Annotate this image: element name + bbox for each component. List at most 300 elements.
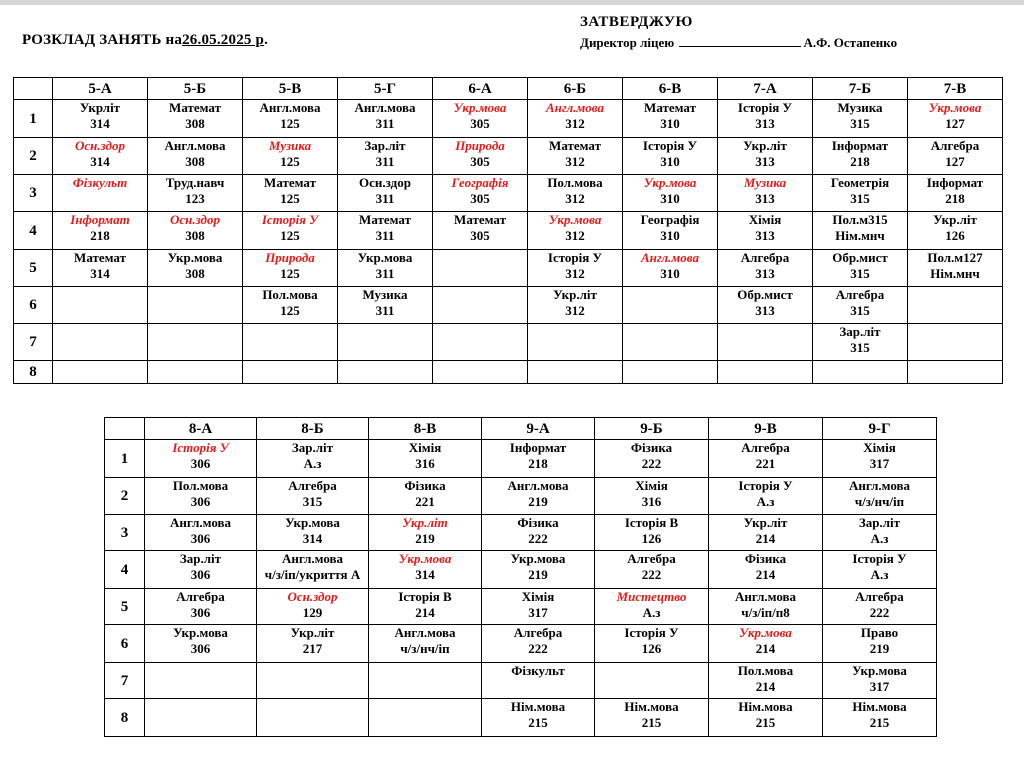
lesson-cell [338, 361, 433, 384]
subject-name: Географія [451, 175, 509, 190]
room-number: 306 [190, 641, 211, 656]
room-number: 313 [755, 266, 775, 281]
room-number: 308 [185, 116, 205, 131]
lesson-number: 2 [105, 478, 145, 515]
room-number: 310 [660, 266, 680, 281]
lesson-cell [908, 100, 1003, 138]
lesson-cell [433, 324, 528, 361]
subject-name: Хімія [635, 478, 668, 493]
room-number: 125 [280, 303, 300, 318]
lesson-row [105, 478, 937, 515]
class-header: 5-В [243, 78, 338, 100]
lesson-number: 1 [14, 100, 53, 138]
approve-signature-line [580, 35, 897, 51]
subject-name: Нім.мова [510, 699, 566, 714]
lesson-row [105, 625, 937, 663]
lesson-cell [823, 478, 937, 515]
room-number: Нім.мнч [930, 266, 980, 281]
room-number: ч/з/нч/іп [400, 641, 450, 656]
lesson-cell [595, 515, 709, 551]
lesson-cell [145, 699, 257, 737]
room-number: 215 [528, 715, 548, 730]
class-header: 9-Г [823, 418, 937, 440]
lesson-cell [53, 138, 148, 175]
subject-name: Алгебра [855, 589, 904, 604]
lesson-cell [709, 663, 823, 699]
class-header: 6-Б [528, 78, 623, 100]
room-number: 215 [755, 715, 776, 730]
room-number: 315 [850, 340, 870, 355]
subject-name: Алгебра [930, 138, 980, 153]
lesson-row [14, 324, 1003, 361]
subject-name: Укр.літ [290, 625, 335, 640]
lesson-cell [813, 212, 908, 250]
lesson-cell [709, 589, 823, 625]
room-number: 313 [755, 191, 775, 206]
lesson-cell [148, 287, 243, 324]
lesson-cell [433, 175, 528, 212]
lesson-cell [145, 551, 257, 589]
room-number: 305 [470, 228, 490, 243]
room-number: 219 [528, 567, 548, 582]
lesson-cell [528, 287, 623, 324]
room-number: 311 [375, 116, 395, 131]
lesson-cell [145, 515, 257, 551]
lesson-cell [243, 361, 338, 384]
room-number: 221 [755, 456, 776, 471]
room-number: 217 [302, 641, 323, 656]
lesson-cell [53, 100, 148, 138]
lesson-cell [148, 212, 243, 250]
room-number: 214 [415, 605, 435, 620]
approval-block [580, 14, 897, 51]
class-header: 5-Б [148, 78, 243, 100]
subject-name: Алгебра [835, 287, 885, 302]
lesson-cell [243, 287, 338, 324]
approve-role: Директор ліцею [580, 35, 675, 50]
lesson-number: 4 [14, 212, 53, 250]
room-number: 214 [755, 679, 776, 694]
schedule-table-5-7 [13, 77, 1003, 384]
class-header: 8-Б [257, 418, 369, 440]
lesson-cell [595, 589, 709, 625]
lesson-number: 6 [105, 625, 145, 663]
corner-cell [14, 78, 53, 100]
subject-name: Інформат [70, 212, 130, 227]
lesson-cell [528, 138, 623, 175]
room-number: 316 [415, 456, 435, 471]
subject-name: Англ.мова [507, 478, 569, 493]
lesson-number: 8 [105, 699, 145, 737]
room-number: 218 [945, 191, 965, 206]
lesson-cell [257, 478, 369, 515]
subject-name: Фізика [744, 551, 787, 566]
lesson-cell [148, 175, 243, 212]
subject-name: Англ.мова [259, 100, 321, 115]
subject-name: Фізкульт [72, 175, 128, 190]
lesson-cell [145, 663, 257, 699]
subject-name: Пол.мова [262, 287, 318, 302]
class-header: 6-А [433, 78, 528, 100]
lesson-cell [623, 100, 718, 138]
lesson-number: 7 [14, 324, 53, 361]
lesson-cell [369, 625, 482, 663]
subject-name: Хімія [863, 440, 896, 455]
subject-name: Алгебра [741, 440, 790, 455]
lesson-cell [908, 287, 1003, 324]
room-number: 315 [850, 303, 870, 318]
subject-name: Труд.навч [165, 175, 225, 190]
lesson-cell [528, 175, 623, 212]
subject-name: Укр.літ [933, 212, 977, 227]
lesson-cell [369, 699, 482, 737]
room-number: 311 [375, 154, 395, 169]
class-header: 8-А [145, 418, 257, 440]
subject-name: Зар.літ [839, 324, 881, 339]
room-number: 313 [755, 228, 775, 243]
lesson-cell [813, 175, 908, 212]
lesson-number: 5 [14, 250, 53, 287]
lesson-cell [709, 551, 823, 589]
lesson-row [105, 589, 937, 625]
subject-name: Географія [640, 212, 700, 227]
room-number: 312 [565, 303, 585, 318]
room-number: 312 [565, 191, 585, 206]
room-number: 219 [869, 641, 890, 656]
subject-name: Укр.мова [453, 100, 507, 115]
room-number: 310 [660, 154, 680, 169]
subject-name: Укр.літ [743, 515, 788, 530]
subject-name: Математ [644, 100, 696, 115]
subject-name: Музика [268, 138, 312, 153]
subject-name: Історія У [642, 138, 698, 153]
room-number: 214 [755, 531, 776, 546]
lesson-number: 5 [105, 589, 145, 625]
lesson-cell [813, 138, 908, 175]
lesson-cell [243, 100, 338, 138]
class-header: 5-А [53, 78, 148, 100]
title-date: 26.05.2025 р [182, 32, 265, 48]
subject-name: Осн.здор [287, 589, 338, 604]
lesson-cell [369, 478, 482, 515]
lesson-cell [482, 625, 595, 663]
room-number: 305 [470, 191, 490, 206]
lesson-cell [595, 699, 709, 737]
lesson-row [14, 361, 1003, 384]
lesson-cell [908, 138, 1003, 175]
lesson-cell [718, 175, 813, 212]
lesson-cell [338, 250, 433, 287]
corner-cell [105, 418, 145, 440]
subject-name: Історія В [398, 589, 452, 604]
room-number: 125 [280, 266, 300, 281]
class-header: 7-А [718, 78, 813, 100]
lesson-cell [623, 212, 718, 250]
lesson-cell [148, 361, 243, 384]
lesson-cell [482, 478, 595, 515]
title-suffix: . [264, 32, 269, 48]
subject-name: Осн.здор [359, 175, 411, 190]
lesson-cell [257, 699, 369, 737]
subject-name: Музика [362, 287, 408, 302]
subject-name: Англ.мова [734, 589, 797, 604]
lesson-cell [709, 625, 823, 663]
room-number: 222 [641, 456, 662, 471]
subject-name: Математ [359, 212, 411, 227]
room-number: 311 [375, 303, 395, 318]
room-number: ч/з/іп/укриття А [264, 567, 361, 582]
lesson-cell [595, 478, 709, 515]
approve-name: А.Ф. Остапенко [803, 35, 898, 50]
subject-name: Алгебра [740, 250, 790, 265]
subject-name: Пол.мова [547, 175, 603, 190]
lesson-cell [148, 138, 243, 175]
lesson-cell [623, 250, 718, 287]
lesson-cell [528, 250, 623, 287]
subject-name: Історія У [738, 478, 793, 493]
lesson-cell [813, 324, 908, 361]
lesson-cell [369, 663, 482, 699]
room-number: 314 [90, 266, 110, 281]
room-number: 315 [850, 266, 870, 281]
room-number: 313 [755, 116, 775, 131]
subject-name: Фізкульт [511, 663, 565, 678]
subject-name: Укр.мова [357, 250, 413, 265]
room-number: 310 [660, 116, 680, 131]
lesson-cell [528, 100, 623, 138]
room-number: 317 [869, 679, 890, 694]
subject-name: Англ.мова [545, 100, 605, 115]
room-number: 314 [302, 531, 323, 546]
subject-name: Англ.мова [640, 250, 700, 265]
room-number: 315 [850, 191, 870, 206]
lesson-cell [145, 440, 257, 478]
lesson-cell [369, 515, 482, 551]
lesson-cell [338, 175, 433, 212]
subject-name: Математ [169, 100, 221, 115]
lesson-row [14, 212, 1003, 250]
lesson-row [14, 250, 1003, 287]
room-number: 222 [641, 567, 662, 582]
lesson-cell [823, 551, 937, 589]
subject-name: Мистецтво [616, 589, 687, 604]
lesson-cell [813, 287, 908, 324]
lesson-cell [823, 625, 937, 663]
class-header: 8-В [369, 418, 482, 440]
lesson-cell [482, 440, 595, 478]
lesson-cell [433, 138, 528, 175]
subject-name: Історія В [624, 515, 679, 530]
lesson-cell [369, 440, 482, 478]
subject-name: Англ.мова [354, 100, 416, 115]
class-header: 6-В [623, 78, 718, 100]
subject-name: Англ.мова [281, 551, 344, 566]
schedule-table-8-9 [104, 417, 937, 737]
subject-name: Історія У [624, 625, 679, 640]
lesson-cell [369, 551, 482, 589]
lesson-cell [243, 324, 338, 361]
lesson-cell [718, 287, 813, 324]
subject-name: Музика [837, 100, 883, 115]
lesson-cell [482, 551, 595, 589]
lesson-row [105, 440, 937, 478]
room-number: 317 [869, 456, 890, 471]
subject-name: Пол.м315 [832, 212, 888, 227]
room-number: 312 [565, 228, 585, 243]
lesson-cell [595, 625, 709, 663]
room-number: 314 [415, 567, 435, 582]
lesson-cell [53, 324, 148, 361]
lesson-cell [257, 663, 369, 699]
lesson-cell [148, 324, 243, 361]
subject-name: Зар.літ [291, 440, 334, 455]
lesson-cell [595, 440, 709, 478]
subject-name: Укр.літ [402, 515, 448, 530]
room-number: 306 [190, 605, 211, 620]
subject-name: Обр.мист [832, 250, 888, 265]
class-header: 9-В [709, 418, 823, 440]
lesson-cell [338, 212, 433, 250]
room-number: ч/з/нч/іп [854, 494, 905, 509]
room-number: 308 [185, 228, 205, 243]
subject-name: Укр.мова [510, 551, 566, 566]
subject-name: Хімія [521, 589, 555, 604]
room-number: 215 [869, 715, 890, 730]
room-number: 125 [280, 191, 300, 206]
subject-name: Фізика [404, 478, 446, 493]
lesson-cell [709, 699, 823, 737]
subject-name: Алгебра [513, 625, 563, 640]
lesson-cell [243, 138, 338, 175]
room-number: ч/з/іп/п8 [741, 605, 790, 620]
room-number: 218 [850, 154, 870, 169]
subject-name: Нім.мова [738, 699, 793, 714]
lesson-cell [623, 287, 718, 324]
lesson-cell [718, 212, 813, 250]
lesson-row [14, 138, 1003, 175]
lesson-cell [433, 250, 528, 287]
room-number: 312 [565, 116, 585, 131]
lesson-cell [433, 100, 528, 138]
lesson-cell [908, 361, 1003, 384]
subject-name: Природа [455, 138, 505, 153]
subject-name: Математ [264, 175, 316, 190]
lesson-row [14, 287, 1003, 324]
subject-name: Пол.мова [172, 478, 229, 493]
lesson-cell [709, 478, 823, 515]
room-number: 127 [945, 154, 965, 169]
room-number: 214 [755, 641, 776, 656]
lesson-row [14, 100, 1003, 138]
lesson-row [105, 551, 937, 589]
subject-name: Історія У [852, 551, 907, 566]
room-number: 308 [185, 154, 205, 169]
subject-name: Укрліт [79, 100, 121, 115]
subject-name: Пол.м127 [927, 250, 983, 265]
room-number: А.з [303, 456, 322, 471]
class-header: 5-Г [338, 78, 433, 100]
room-number: 125 [280, 154, 300, 169]
lesson-cell [53, 287, 148, 324]
lesson-cell [338, 100, 433, 138]
page-title [22, 32, 268, 49]
subject-name: Музика [743, 175, 787, 190]
room-number: 215 [641, 715, 662, 730]
room-number: 222 [528, 641, 548, 656]
room-number: А.з [642, 605, 661, 620]
subject-name: Історія У [261, 212, 319, 227]
room-number: 125 [280, 228, 300, 243]
room-number: 126 [945, 228, 965, 243]
room-number: 308 [185, 266, 205, 281]
subject-name: Математ [549, 138, 601, 153]
subject-name: Укр.мова [643, 175, 697, 190]
lesson-cell [338, 138, 433, 175]
lesson-cell [908, 212, 1003, 250]
lesson-cell [243, 175, 338, 212]
lesson-cell [813, 250, 908, 287]
lesson-cell [813, 361, 908, 384]
subject-name: Інформат [926, 175, 984, 190]
lesson-number: 4 [105, 551, 145, 589]
lesson-cell [53, 212, 148, 250]
room-number: 214 [755, 567, 776, 582]
class-header: 7-Б [813, 78, 908, 100]
lesson-cell [595, 663, 709, 699]
room-number: 129 [302, 605, 323, 620]
subject-name: Природа [265, 250, 315, 265]
room-number: 218 [528, 456, 548, 471]
lesson-cell [813, 100, 908, 138]
lesson-number: 8 [14, 361, 53, 384]
lesson-cell [482, 699, 595, 737]
subject-name: Англ.мова [848, 478, 911, 493]
room-number: 316 [641, 494, 662, 509]
room-number: 312 [565, 154, 585, 169]
subject-name: Історія У [172, 440, 229, 455]
subject-name: Осн.здор [75, 138, 125, 153]
subject-name: Укр.літ [743, 138, 787, 153]
lesson-cell [53, 175, 148, 212]
room-number: 123 [185, 191, 205, 206]
header-row [105, 418, 937, 440]
lesson-cell [433, 212, 528, 250]
lesson-number: 7 [105, 663, 145, 699]
lesson-number: 6 [14, 287, 53, 324]
room-number: 306 [190, 567, 211, 582]
subject-name: Інформат [831, 138, 889, 153]
signature-line [679, 35, 801, 47]
subject-name: Укр.мова [398, 551, 452, 566]
room-number: 315 [302, 494, 323, 509]
room-number: 317 [528, 605, 548, 620]
subject-name: Інформат [509, 440, 567, 455]
subject-name: Фізика [630, 440, 673, 455]
lesson-cell [482, 515, 595, 551]
lesson-cell [145, 589, 257, 625]
lesson-number: 2 [14, 138, 53, 175]
subject-name: Математ [454, 212, 506, 227]
subject-name: Нім.мова [852, 699, 907, 714]
subject-name: Геометрія [830, 175, 890, 190]
lesson-cell [623, 175, 718, 212]
lesson-row [105, 663, 937, 699]
lesson-cell [718, 250, 813, 287]
room-number: 219 [415, 531, 435, 546]
subject-name: Алгебра [176, 589, 225, 604]
subject-name: Алгебра [627, 551, 676, 566]
class-header: 9-А [482, 418, 595, 440]
